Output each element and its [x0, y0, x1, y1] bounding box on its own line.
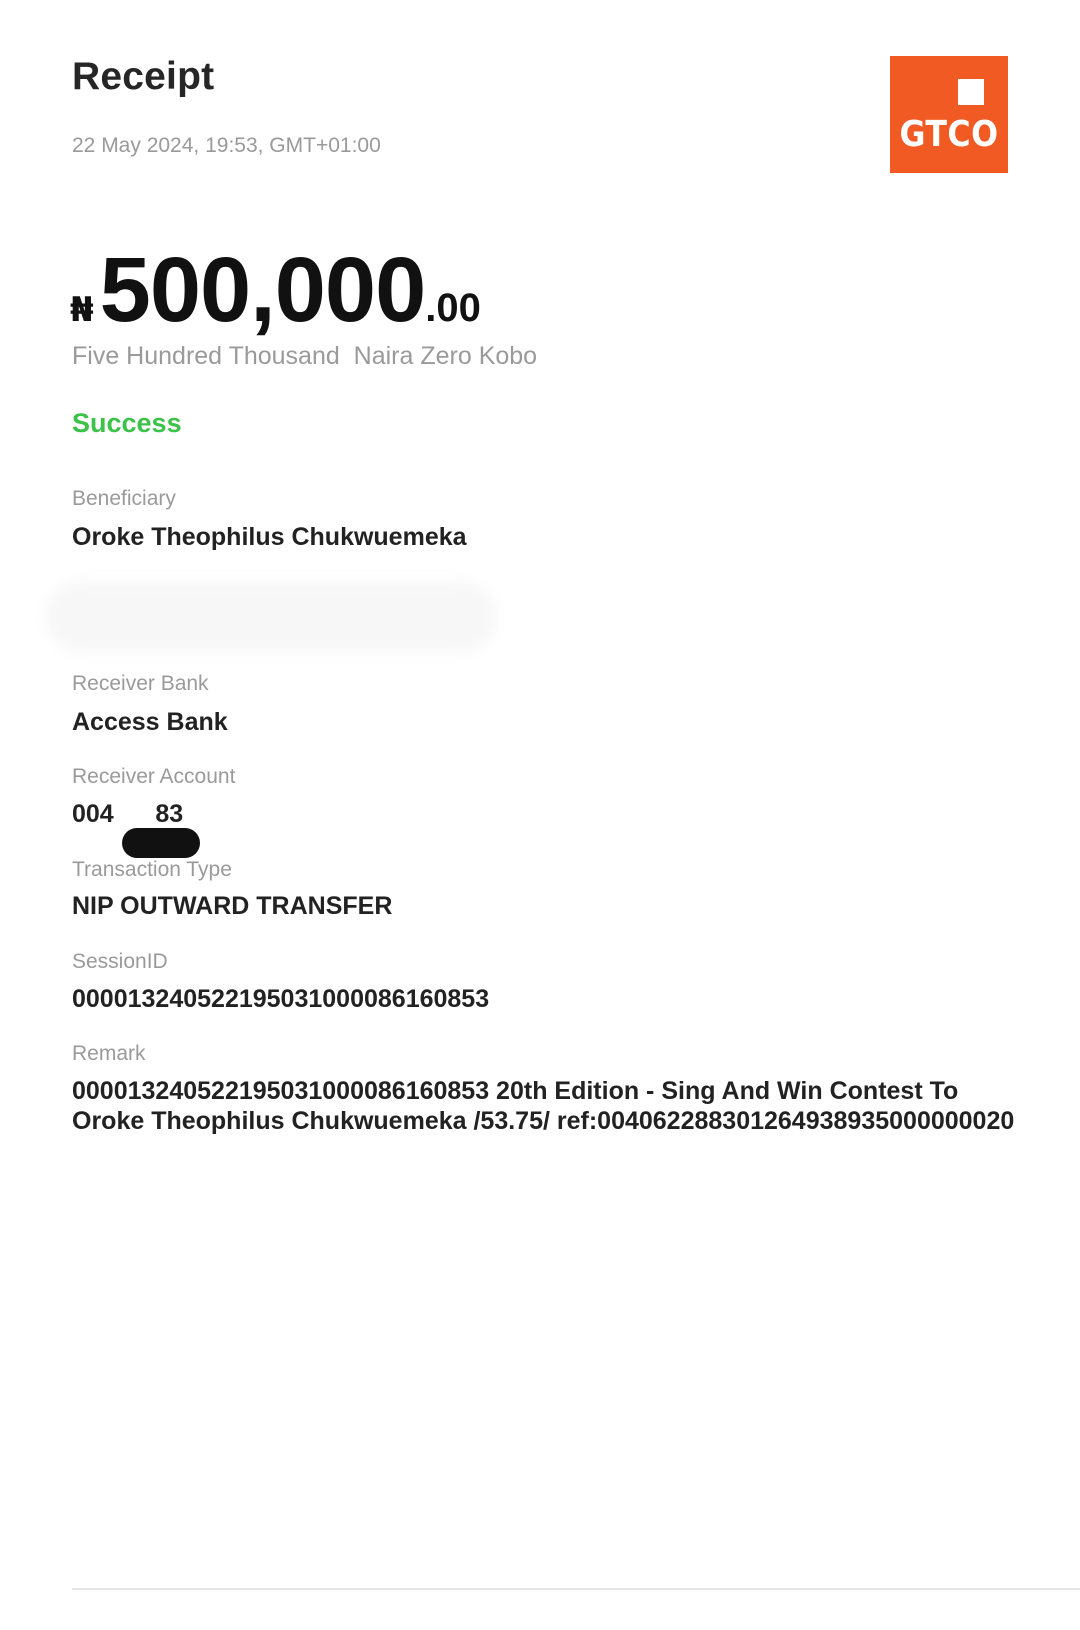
amount-fraction: .00 — [425, 286, 481, 330]
receiver-bank-label: Receiver Bank — [72, 672, 209, 695]
session-id-label: SessionID — [72, 950, 168, 973]
receiver-account-label: Receiver Account — [72, 765, 236, 788]
page-title: Receipt — [72, 55, 215, 98]
session-id-value: 000013240522195031000086160853 — [72, 985, 490, 1013]
naira-currency-symbol: ₦ — [70, 290, 94, 330]
amount-in-words: Five Hundred Thousand Naira Zero Kobo — [72, 342, 538, 370]
amount-whole: 500,000 — [99, 239, 426, 341]
remark-value: 000013240522195031000086160853 20th Edition - Sing And Win Contest To Oroke Theophilus Chukwuemeka /53.75/ ref:004062288301264938935000000020 — [72, 1077, 1015, 1135]
beneficiary-label: Beneficiary — [72, 487, 176, 510]
receiver-account-value: 004 83 — [72, 800, 184, 828]
remark-label: Remark — [72, 1042, 146, 1065]
receiver-bank-value: Access Bank — [72, 708, 228, 736]
status-text: Success — [72, 408, 182, 438]
logo-text: GTCO — [899, 114, 999, 155]
redacted-area — [46, 582, 496, 652]
transaction-type-value: NIP OUTWARD TRANSFER — [72, 892, 393, 920]
transaction-type-label: Transaction Type — [72, 858, 232, 881]
logo-square-icon — [958, 79, 984, 105]
amount-display — [70, 238, 481, 343]
beneficiary-value: Oroke Theophilus Chukwuemeka — [72, 523, 467, 551]
gtco-logo — [890, 56, 1008, 173]
account-redaction — [122, 828, 200, 858]
bottom-divider — [72, 1588, 1080, 1590]
receipt-timestamp: 22 May 2024, 19:53, GMT+01:00 — [72, 134, 381, 157]
